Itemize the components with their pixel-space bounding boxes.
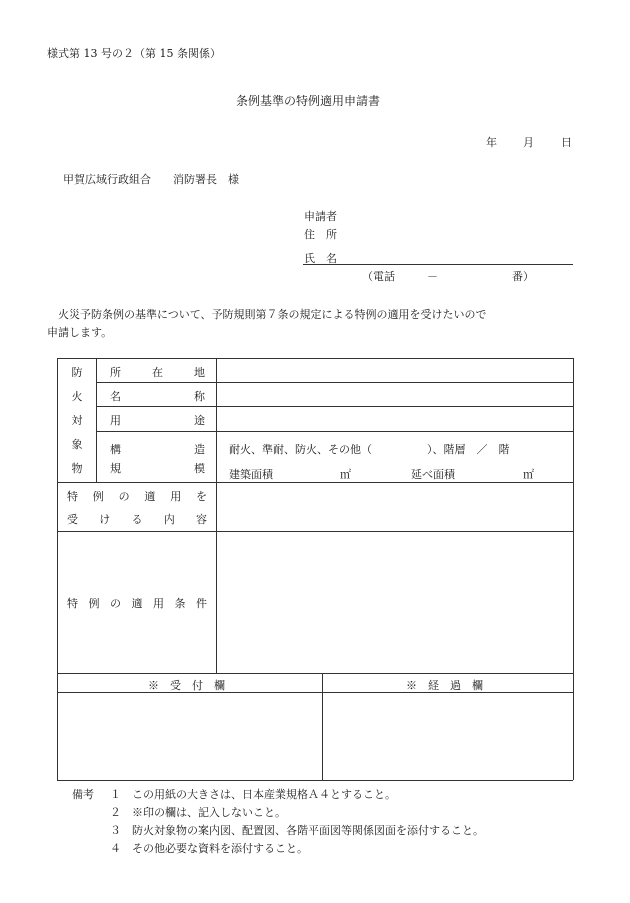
row-divider-7 [57, 692, 573, 693]
note-number: ２ [110, 806, 121, 819]
object-label-char: 対 [71, 414, 83, 427]
document-title: 条例基準の特例適用申請書 [236, 94, 381, 108]
note-number: ４ [110, 842, 121, 855]
name-row-label: 名 称 [110, 390, 205, 403]
building-area-label: 建築面積 [229, 468, 273, 481]
addressee: 甲賀広域行政組合 消防署長 様 [63, 173, 239, 186]
table-border-right [573, 358, 574, 780]
name-label: 氏 名 [304, 252, 337, 265]
object-label-char: 火 [71, 390, 83, 403]
use-row-label: 用 途 [110, 414, 205, 427]
reception-column-header: ※ 受 付 欄 [148, 679, 225, 692]
row-divider-5 [57, 531, 573, 532]
note-number: １ [110, 788, 121, 801]
phone-close-label: 番） [512, 270, 534, 283]
special-conditions-label: 特 例 の 適 用 条 件 [67, 597, 207, 610]
object-label [58, 360, 96, 480]
date-year-label: 年 [486, 136, 497, 149]
row-divider-3 [96, 431, 573, 432]
object-label-char: 象 [71, 438, 83, 451]
note-text: その他必要な資料を添付すること。 [132, 842, 308, 855]
applicant-label: 申請者 [304, 210, 337, 223]
structure-row-label: 構 造 [110, 443, 205, 456]
phone-open-label: （電話 [362, 270, 395, 283]
form-number: 様式第 13 号の２（第 15 条関係） [47, 47, 221, 60]
total-floor-area-unit: ㎡ [523, 468, 534, 481]
object-label-char: 防 [71, 366, 83, 379]
note-text: ※印の欄は、記入しないこと。 [132, 806, 286, 819]
row-divider-4 [57, 482, 573, 483]
progress-column-header: ※ 経 過 欄 [406, 679, 483, 692]
special-content-label-line1: 特 例 の 適 用 を [67, 490, 207, 503]
date-day-label: 日 [561, 136, 572, 149]
date-month-label: 月 [523, 136, 534, 149]
total-floor-area-label: 延べ面積 [411, 468, 455, 481]
phone-dash: － [427, 270, 438, 283]
object-column-divider [96, 358, 97, 482]
note-number: ３ [110, 824, 121, 837]
reception-progress-divider [322, 673, 323, 780]
location-label: 所 在 地 [110, 366, 205, 379]
object-label-char: 物 [71, 462, 83, 475]
note-text: 防火対象物の案内図、配置図、各階平面図等関係図面を添付すること。 [132, 824, 484, 837]
note-text: この用紙の大きさは、日本産業規格Ａ４とすること。 [132, 788, 396, 801]
row-divider-6 [57, 673, 573, 674]
body-text-line2: 申請します。 [47, 326, 113, 339]
notes-label: 備考 [72, 788, 94, 801]
structure-value: 耐火、準耐、防火、その他（ ）、階層 ／ 階 [229, 443, 510, 456]
table-border-top [57, 358, 573, 359]
row-divider-1 [96, 382, 573, 383]
table-border-bottom [57, 780, 573, 781]
scale-row-label: 規 模 [110, 462, 205, 475]
special-content-label-line2: 受 け る 内 容 [67, 513, 207, 526]
body-text-line1: 火災予防条例の基準について、予防規則第７条の規定による特例の適用を受けたいので [47, 308, 487, 321]
name-underline [303, 264, 573, 265]
address-label: 住 所 [304, 228, 337, 241]
building-area-unit: ㎡ [340, 468, 351, 481]
row-divider-2 [96, 406, 573, 407]
